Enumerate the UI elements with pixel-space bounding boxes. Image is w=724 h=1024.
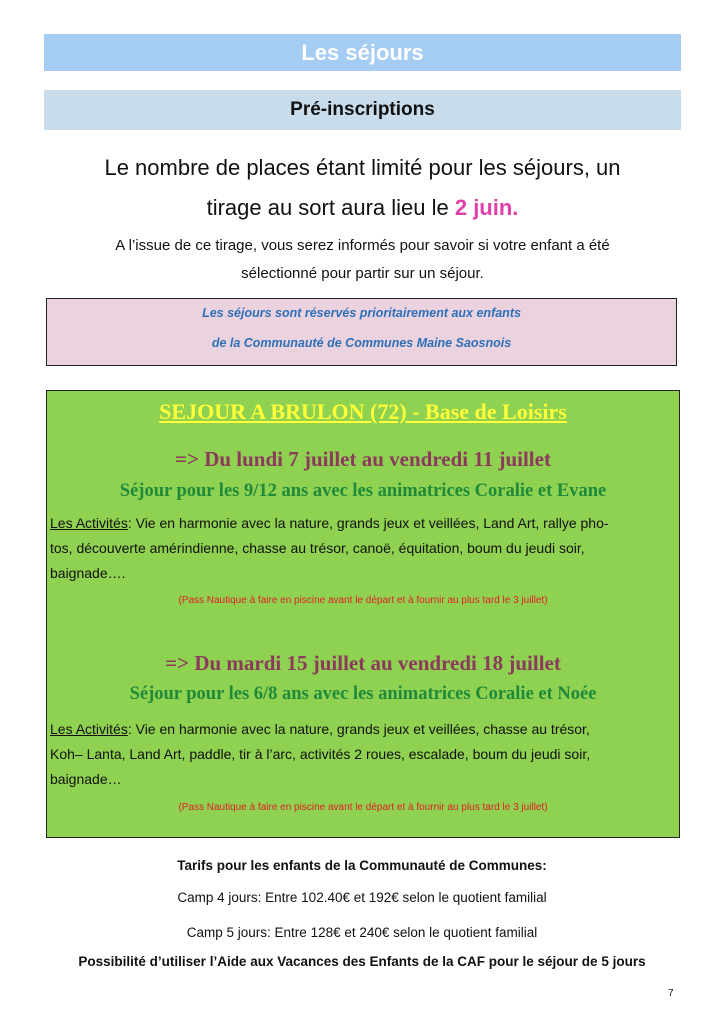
section-subtitle: Pré-inscriptions <box>290 99 435 120</box>
title-banner <box>44 34 681 71</box>
session-2-activities <box>50 717 676 792</box>
session-1-activities-line-2: tos, découverte amérindienne, chasse au trésor, canoë, équitation, boum du jeudi soir, <box>50 540 585 556</box>
info-line-1: A l’issue de ce tirage, vous serez informés pour savoir si votre enfant a été <box>115 237 610 254</box>
session-2-activities-line-2: Koh– Lanta, Land Art, paddle, tir à l’arc, activités 2 roues, escalade, boum du jeudi soir, <box>50 746 591 762</box>
session-1-activities <box>50 511 676 586</box>
session-1-activities-line-1 <box>50 511 676 536</box>
info-line-2: sélectionné pour partir sur un séjour. <box>241 265 484 282</box>
session-2-dates: => Du mardi 15 juillet au vendredi 18 juillet <box>165 651 561 675</box>
lead-paragraph <box>40 148 685 228</box>
session-1-activities-text-1: : Vie en harmonie avec la nature, grands jeux et veillées, Land Art, rallye pho- <box>127 515 609 531</box>
session-1-ages: Séjour pour les 9/12 ans avec les animatrices Coralie et Evane <box>119 481 607 501</box>
tarif-camp-5-days: Camp 5 jours: Entre 128€ et 240€ selon le quotient familial <box>186 925 538 940</box>
session-1-note: (Pass Nautique à faire en piscine avant le départ et à fournir au plus tard le 3 juillet) <box>178 595 548 606</box>
session-2-activities-line-3: baignade… <box>50 771 122 787</box>
session-1-activities-line-3: baignade…. <box>50 565 126 581</box>
lead-line-1: Le nombre de places étant limité pour les séjours, un <box>104 155 621 180</box>
session-2-note: (Pass Nautique à faire en piscine avant le départ et à fournir au plus tard le 3 juillet) <box>178 802 548 813</box>
session-2-activities-label: Les Activités <box>50 721 128 737</box>
priority-line-1: Les séjours sont réservés prioritairement aux enfants <box>202 306 521 320</box>
draw-date: 2 juin. <box>454 195 519 220</box>
session-2-activities-line-1 <box>50 717 676 742</box>
page-number: 7 <box>668 988 674 999</box>
priority-notice <box>46 298 677 366</box>
lead-line-2-text: tirage au sort aura lieu le <box>206 195 455 220</box>
priority-line-2: de la Communauté de Communes Maine Saosnois <box>211 336 512 350</box>
page-title: Les séjours <box>301 39 424 65</box>
tarif-camp-4-days: Camp 4 jours: Entre 102.40€ et 192€ selon le quotient familial <box>177 890 547 905</box>
lead-line-2 <box>40 188 685 228</box>
session-2-ages: Séjour pour les 6/8 ans avec les animatrices Coralie et Noée <box>129 684 597 704</box>
tarifs-heading: Tarifs pour les enfants de la Communauté de Communes: <box>177 858 547 873</box>
session-2-activities-text-1: : Vie en harmonie avec la nature, grands jeux et veillées, chasse au trésor, <box>127 721 590 737</box>
info-paragraph <box>50 232 675 288</box>
session-1-activities-label: Les Activités <box>50 515 128 531</box>
subtitle-banner <box>44 90 681 130</box>
camp-box <box>46 390 680 838</box>
session-1-dates: => Du lundi 7 juillet au vendredi 11 juillet <box>175 447 551 471</box>
camp-title: SEJOUR A BRULON (72) - Base de Loisirs <box>159 399 567 424</box>
caf-aid-notice: Possibilité d’utiliser l’Aide aux Vacances des Enfants de la CAF pour le séjour de 5 jours <box>78 954 646 969</box>
